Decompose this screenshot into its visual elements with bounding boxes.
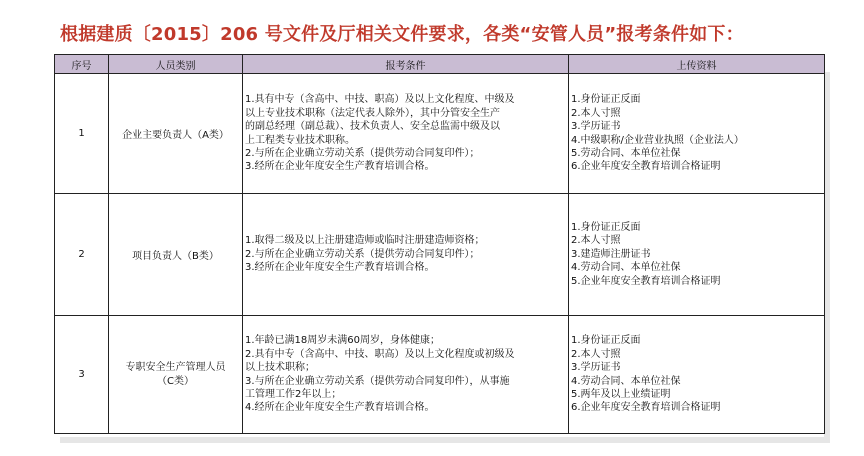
- condition-line: 1.取得二级及以上注册建造师或临时注册建造师资格；: [245, 235, 485, 247]
- condition-line: 上工程类专业技术职称。: [245, 134, 355, 146]
- header-materials: 上传资料: [569, 55, 825, 74]
- row-seq: 1: [55, 74, 109, 194]
- material-line: 6.企业年度安全教育培训合格证明: [571, 402, 721, 414]
- row-seq: 3: [55, 316, 109, 434]
- condition-line: 3.与所在企业确立劳动关系（提供劳动合同复印件），从事施: [245, 375, 510, 387]
- requirements-table-container: [54, 54, 824, 434]
- condition-line: 3.经所在企业年度安全生产教育培训合格。: [245, 161, 435, 173]
- condition-line: 2.与所在企业确立劳动关系（提供劳动合同复印件）；: [245, 147, 480, 159]
- condition-line: 3.经所在企业年度安全生产教育培训合格。: [245, 262, 435, 274]
- material-line: 2.本人寸照: [571, 107, 621, 119]
- material-line: 6.企业年度安全教育培训合格证明: [571, 161, 721, 173]
- header-category: 人员类别: [109, 55, 243, 74]
- table-shadow-bottom: [60, 437, 830, 443]
- condition-line: 1.具有中专（含高中、中技、职高）及以上文化程度、中级及: [245, 94, 515, 106]
- requirements-table: [54, 54, 825, 434]
- condition-line: 2.具有中专（含高中、中技、职高）及以上文化程度或初级及: [245, 348, 515, 360]
- condition-line: 以上技术职称；: [245, 362, 315, 374]
- material-line: 1.身份证正反面: [571, 221, 641, 233]
- material-line: 1.身份证正反面: [571, 94, 641, 106]
- row-conditions: [243, 74, 569, 194]
- table-header-row: [55, 55, 825, 74]
- row-conditions: [243, 316, 569, 434]
- row-category: 项目负责人（B类）: [109, 194, 243, 316]
- row-category: [109, 316, 243, 434]
- category-line: 专职安全生产管理人员: [125, 362, 226, 374]
- material-line: 4.中级职称/企业营业执照（企业法人）: [571, 134, 744, 146]
- row-conditions: [243, 194, 569, 316]
- material-line: 2.本人寸照: [571, 348, 621, 360]
- page-title: 根据建质〔2015〕206 号文件及厅相关文件要求，各类“安管人员”报考条件如下：: [60, 24, 744, 45]
- material-line: 3.建造师注册证书: [571, 248, 651, 260]
- condition-line: 1.年龄已满18周岁未满60周岁，身体健康；: [245, 335, 440, 347]
- material-line: 5.企业年度安全教育培训合格证明: [571, 275, 721, 287]
- row-category: 企业主要负责人（A类）: [109, 74, 243, 194]
- material-line: 5.劳动合同、本单位社保: [571, 147, 681, 159]
- table-row: [55, 316, 825, 434]
- header-conditions: 报考条件: [243, 55, 569, 74]
- header-seq: 序号: [55, 55, 109, 74]
- material-line: 3.学历证书: [571, 362, 621, 374]
- material-line: 3.学历证书: [571, 121, 621, 133]
- material-line: 5.两年及以上业绩证明: [571, 388, 671, 400]
- condition-line: 2.与所在企业确立劳动关系（提供劳动合同复印件）；: [245, 248, 480, 260]
- row-materials: [569, 194, 825, 316]
- condition-line: 以上专业技术职称（法定代表人除外），其中分管安全生产: [245, 107, 500, 119]
- row-materials: [569, 316, 825, 434]
- condition-line: 4.经所在企业年度安全生产教育培训合格。: [245, 402, 435, 414]
- material-line: 4.劳动合同、本单位社保: [571, 262, 681, 274]
- row-seq: 2: [55, 194, 109, 316]
- material-line: 4.劳动合同、本单位社保: [571, 375, 681, 387]
- table-row: [55, 74, 825, 194]
- material-line: 2.本人寸照: [571, 235, 621, 247]
- condition-line: 的副总经理（副总裁）、技术负责人、安全总监需中级及以: [245, 121, 500, 133]
- condition-line: 工管理工作2年以上；: [245, 388, 342, 400]
- table-row: [55, 194, 825, 316]
- material-line: 1.身份证正反面: [571, 335, 641, 347]
- category-line: （C类）: [157, 375, 194, 387]
- row-materials: [569, 74, 825, 194]
